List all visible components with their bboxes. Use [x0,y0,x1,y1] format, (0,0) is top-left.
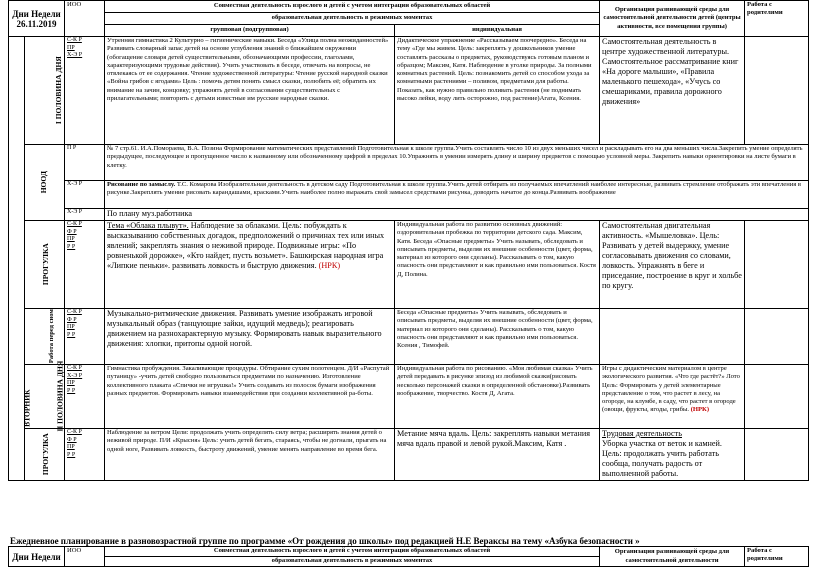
walk2-codes: С-К Р Ф Р ПР Р Р [65,429,105,481]
weekday-column: ВТОРНИК [9,37,25,481]
nod2-text: Т.С. Комарова Изобразительная деятельность в детском саду Подготовительная к школе группа.Учить детей отбирать из получаемых впечатлений наиболее интересные, развивать стремление отображать эти впечатления в рисунке.Закреплять умение рисовать карандашами, красками.Учить наиболее полно выражать свой замысел средствами рисунка, доводить начатое до конца.Развивать воображение [107,181,802,197]
walk-group-cell [105,221,395,309]
footer-ioo-header: ИОО [65,547,105,567]
nod1-codes: П Р [65,145,105,181]
nod3-text: По плану муз.работника [105,209,809,221]
walk-title: Тема «Облака плывут». [107,221,189,230]
walk2-environment-cell [600,429,745,481]
section-morning: I ПОЛОВИНА ДНЯ [25,37,65,145]
footer-educational-activity-header: образовательная деятельность в режимных моментах [105,557,600,567]
afternoon-parents-cell [745,365,809,429]
plan-table [8,0,809,481]
walk-individual-text: Индивидуальная работа по развитию основных движений: оздоровительная пробежка по территории детского сада. Максим, Катя. Беседа «Опасные предметы» Учить называть, обследовать и описывать предметы, выделяя их внешние особенности (цвет, форма, материал из которого они сделаны). Рассказывать о том, какую опасность они представляют и как правильно ими пользоваться. Костя Д, Полина. [395,221,600,309]
walk-codes: С-К Р Ф Р ПР Р Р [65,221,105,309]
nod3-codes: Х-Э Р [65,209,105,221]
footer-joint-activity-header: Совместная деятельность взрослого и детей с учетом интеграции образовательных областей [105,547,600,557]
educational-activity-header: образовательная деятельность в режимных моментах [105,13,600,25]
days-header: Дни Недели 26.11.2019 [9,1,65,37]
nod2-codes: Х-Э Р [65,181,105,209]
before-sleep-individual-text: Беседа «Опасные предметы» Учить называть, обследовать и описывать предметы, выделяя их внешние особенности (цвет, форма, материал из которого они сделаны). Рассказывать о том, какую опасность они представляют и как правильно ими пользоваться. Ксения , Тимофей. [395,309,600,365]
afternoon-group-text: Гимнастика пробуждения. Закаливающие процедуры. Обтирание сухим полотенцем. Д/И «Распутай путаницу» -учить детей свободно пользоваться предметами по назначению. Изготовление коллективного плаката «Спички не игрушка!» Учить создавать из полосок бумаги изображения разных предметов. Формировать навыки взаимодействия при создании коллективной ра-боты. [105,365,395,429]
before-sleep-group-text: Музыкально-ритмические движения. Развивать умение изображать игровой музыкальный образ (танцующие зайки, идущий медведь); реагировать движением на разнохарактерную музыку. Формировать навык выразительного движения: хлопки, притопы одной ногой. [105,309,395,365]
section-before-sleep: Работа перед сном [25,309,65,365]
walk-parents-cell [745,221,809,309]
section-nod: НООД [25,145,65,221]
before-sleep-parents-cell [745,309,809,365]
walk-group-text: Наблюдение за облаками. Цель: побуждать к высказыванию собственных догадок, предположений о причинах тех или иных явлений; закреплять знания о неживой природе. Подвижные игры: «По ровненькой дорожке», «Кто найдет, пусть возьмет». Башкирская народная игра «Липкие пеньки». развивать ловкость и быструю движения. [107,221,385,270]
ioo-header: ИОО [65,1,105,37]
next-plan-title: Ежедневное планирование в разновозрастной группе по программе «От рождения до школы» под редакцией Н.Е Вераксы на тему «Азбука безопасности » [10,536,640,546]
walk2-environment-title: Трудовая деятельность [602,429,682,438]
morning-individual-text: Дидактическое упражнение «Рассказываем поочередно». Беседа на тему «Где мы живем. Цель: закреплять у дошкольников умение составлять рассказы о предметах, руководствуясь готовым планом и образцом; Максим, Катя. Наблюдение в уголке природы. За полными комнатных растений. Цель: познакомить детей со способом ухода за комнатными растениями – поливом, предметами для работы. Показать, как нужно правильно поливать растения (не поднимать высоко лейки, воду лить осторожно, под растение)Агата, Ксения. [395,37,600,145]
section-walk2: ПРОГУЛКА [25,429,65,481]
section-afternoon: II ПОЛОВИНА ДНЯ [25,365,65,429]
footer-environment-header: Организация развивающей среды для самостоятельной деятельности [600,547,745,567]
morning-group-text: Утренняя гимнастика 2 Культурно – гигиенические навыки. Беседа «Улица полна неожиданностей» Развивать словарный запас детей на основе углубления знаний о ближайшем окружении (обогащение словаря детей существительными, обозначающими профессии, глаголами, характеризующими трудовые действия). Учить участвовать в беседе, отвечать на вопросы, не отвлекаясь от ее содержания. Чтение художественной литературы: Чтение русской народной сказки «Война грибов с ягодами» Цель : помочь детям понять смысл сказки, полюбить её; обратить их внимание на зачин, концовку; упражнять детей в согласовании существительных с прилагательными; повторить с детьми известные им русские народные сказки. [105,37,395,145]
footer-parents-header: Работа с родителями [745,547,809,567]
walk-environment-text: Самостоятельная двигательная активность. «Мышеловка». Цель: Развивать у детей выдержку, умение согласовывать движения со словами, ловкость. Упражнять в беге и приседание, построение в круг и хольбе по кругу. [600,221,745,309]
morning-parents-cell [745,37,809,145]
morning-codes: С-К Р ПР Х-Э Р [65,37,105,145]
walk2-environment-text: Уборка участка от веток и камней. Цель: продолжать учить работать сообща, получать радость от выполненной работы. [602,439,722,478]
nod2-cell [105,181,809,209]
walk2-individual-text: Метание мяча вдаль. Цель: закреплять навыки метания мяча вдаль правой и левой рукой.Максим, Катя . [395,429,600,481]
environment-header: Организация развивающей среды для самостоятельной деятельности детей (центры активности, все помещения группы) [600,1,745,37]
walk-nrk-mark: (НРК) [318,261,341,270]
afternoon-individual-text: Индивидуальная работа по рисованию. «Моя любимая сказка» Учить детей передавать в рисунке эпизод из любимой сказки(рисовать несколько персонажей сказки в определенной обстановке).Развивать воображение, творчество. Костя Д, Агата. [395,365,600,429]
morning-environment-text: Самостоятельная деятельность в центре художественной литературы. Самостоятельное рассматривание книг «На дороге малыши», «Правила маленького пешехода», «Учусь со смешариками, правила дорожного движения» [600,37,745,145]
joint-activity-header: Совместная деятельность взрослого и детей с учетом интеграции образовательных областей [105,1,600,13]
nod1-text: № 7 стр.61. И.А.Помораева, В.А. Позина Формирование математических представлений Подготовительная к школе группа.Учить составлять число 10 из двух меньших чисел и раскладывать его на два меньших числа.Закрепить умение определять предыдущее, последующее и пропущенное число к названному или обозначенному цифрой в пределах 10.Упражнять в умении измерять длину и ширину предметов с помощью условной меры. Закрепить навыки ориентировки на листе бумаги в клетку. [105,145,809,181]
before-sleep-codes: С-К Р Ф Р ПР Р Р [65,309,105,365]
footer-days-header: Дни Недели [9,547,65,567]
next-plan-table [8,546,809,567]
before-sleep-environment-cell [600,309,745,365]
afternoon-environment-cell [600,365,745,429]
walk2-parents-cell [745,429,809,481]
individual-header: индивидуальная [395,25,600,37]
afternoon-codes: С-К Р Х-Э Р ПР Р Р [65,365,105,429]
section-walk: ПРОГУЛКА [25,221,65,309]
date-header: 26.11.2019 [16,18,57,29]
nod2-title: Рисование по замыслу. [107,181,176,188]
parents-header: Работа с родителями [745,1,809,37]
afternoon-nrk-mark: (НРК) [690,406,710,414]
afternoon-environment-text: Игры с дидактическим материалом в центре экологического развития. «Что где растёт?» Лото Цель: Формировать у детей элементарные представление о том, что растет в лесу, на огороде, на клумбе, в саду, что растет в огороде (овощи, фрукты, ягоды, грибы. [602,365,740,414]
walk2-group-text: Наблюдение за ветром Цели: продолжать учить определять силу ветра; расширять знания детей о неживой природе. П/И «Крысня» Цель: учить детей бегать, стараясь, чтобы не догнали, прыгать на одной ноге, Развивать ловкость, быстроту движений, умение менять направление во время бега. [105,429,395,481]
group-header: групповая (подгрупповая) [105,25,395,37]
